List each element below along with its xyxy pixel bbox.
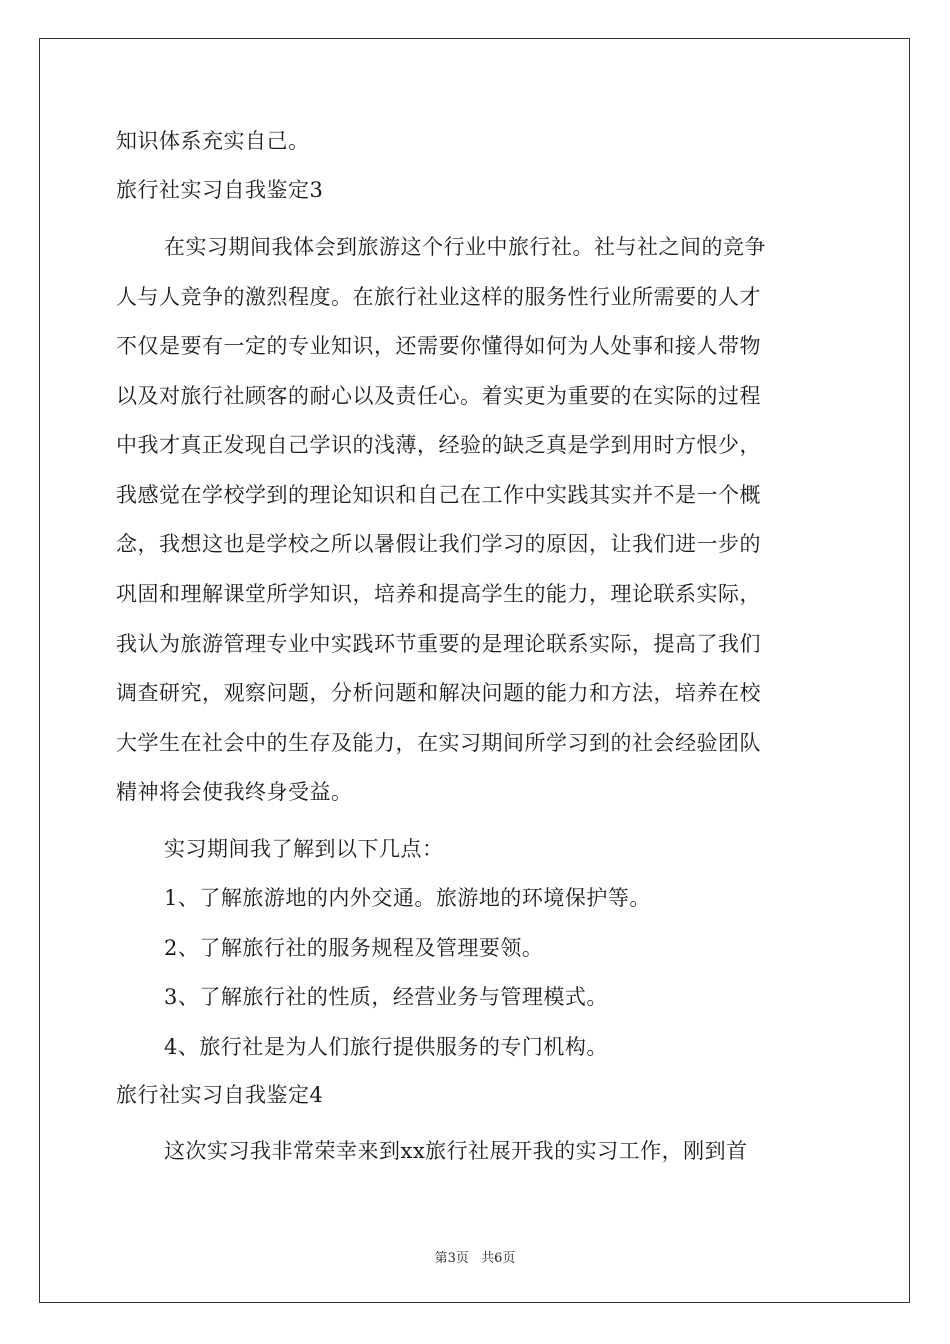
body-line: 人与人竞争的激烈程度。在旅行社业这样的服务性行业所需要的人才: [116, 285, 761, 309]
list-item: 4、旅行社是为人们旅行提供服务的专门机构。: [164, 1035, 608, 1059]
body-line: 实习期间我了解到以下几点：: [164, 837, 444, 861]
section-heading: 旅行社实习自我鉴定3: [116, 178, 324, 202]
body-line: 我感觉在学校学到的理论知识和自己在工作中实践其实并不是一个概: [116, 483, 761, 507]
body-line: 知识体系充实自己。: [116, 129, 310, 153]
list-item: 2、了解旅行社的服务规程及管理要领。: [164, 936, 544, 960]
body-line: 在实习期间我体会到旅游这个行业中旅行社。社与社之间的竞争: [164, 235, 766, 259]
body-line: 精神将会使我终身受益。: [116, 780, 353, 804]
list-item: 1、了解旅游地的内外交通。旅游地的环境保护等。: [164, 886, 651, 910]
body-line: 中我才真正发现自己学识的浅薄，经验的缺乏真是学到用时方恨少，: [116, 433, 761, 457]
body-line: 我认为旅游管理专业中实践环节重要的是理论联系实际，提高了我们: [116, 632, 761, 656]
body-line: 以及对旅行社顾客的耐心以及责任心。着实更为重要的在实际的过程: [116, 384, 761, 408]
body-line: 大学生在社会中的生存及能力，在实习期间所学习到的社会经验团队: [116, 731, 761, 755]
page-border: [39, 38, 910, 1303]
page-total: 共6页: [481, 1251, 516, 1266]
body-line: 调查研究，观察问题，分析问题和解决问题的能力和方法，培养在校: [116, 681, 761, 705]
body-line: 巩固和理解课堂所学知识，培养和提高学生的能力，理论联系实际，: [116, 582, 761, 606]
section-heading: 旅行社实习自我鉴定4: [116, 1083, 324, 1107]
body-line: 这次实习我非常荣幸来到xx旅行社展开我的实习工作，刚到首: [164, 1139, 748, 1163]
body-line: 念，我想这也是学校之所以暑假让我们学习的原因，让我们进一步的: [116, 532, 761, 556]
page-footer: [0, 1247, 950, 1266]
body-line: 不仅是要有一定的专业知识，还需要你懂得如何为人处事和接人带物: [116, 334, 761, 358]
list-item: 3、了解旅行社的性质，经营业务与管理模式。: [164, 985, 608, 1009]
page-number: 第3页: [434, 1251, 469, 1266]
